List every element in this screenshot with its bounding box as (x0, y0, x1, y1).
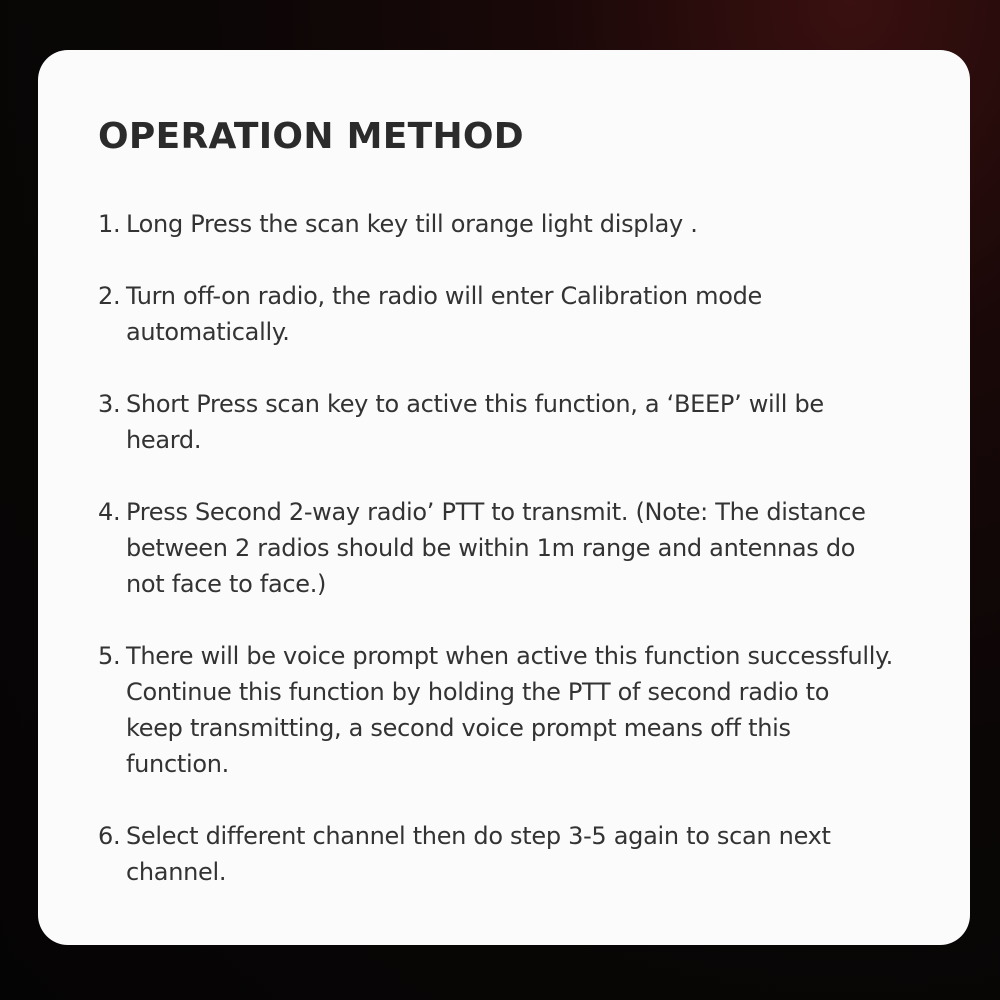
step-number: 1. (98, 210, 121, 238)
step-item-2 (98, 278, 938, 350)
step-number: 5. (98, 642, 121, 670)
step-item-3 (98, 386, 938, 458)
step-text (126, 494, 938, 602)
step-line: Press Second 2-way radio’ PTT to transmit. (Note: The distance (126, 498, 866, 526)
step-item-1 (98, 206, 938, 242)
step-line: not face to face.) (126, 570, 327, 598)
step-text (126, 278, 938, 350)
step-line: function. (126, 750, 229, 778)
step-number: 2. (98, 282, 121, 310)
step-line: Select different channel then do step 3-5 again to scan next (126, 822, 831, 850)
step-item-4 (98, 494, 938, 602)
step-number: 4. (98, 498, 121, 526)
step-line: heard. (126, 426, 202, 454)
step-line: There will be voice prompt when active this function successfully. (126, 642, 893, 670)
step-item-5 (98, 638, 938, 782)
step-text (126, 386, 938, 458)
step-item-6 (98, 818, 938, 890)
step-line: Continue this function by holding the PTT of second radio to (126, 678, 830, 706)
step-text (126, 206, 938, 242)
step-line: Turn off-on radio, the radio will enter Calibration mode (126, 282, 763, 310)
step-line: between 2 radios should be within 1m range and antennas do (126, 534, 856, 562)
step-number: 6. (98, 822, 121, 850)
step-text (126, 818, 938, 890)
step-line: Short Press scan key to active this function, a ‘BEEP’ will be (126, 390, 824, 418)
step-line: automatically. (126, 318, 290, 346)
step-number: 3. (98, 390, 121, 418)
page-title: OPERATION METHOD (98, 116, 524, 157)
instruction-card (38, 50, 970, 945)
step-line: channel. (126, 858, 227, 886)
step-line: keep transmitting, a second voice prompt means off this (126, 714, 791, 742)
step-line: Long Press the scan key till orange light display . (126, 210, 698, 238)
steps-list (98, 206, 938, 890)
step-text (126, 638, 938, 782)
